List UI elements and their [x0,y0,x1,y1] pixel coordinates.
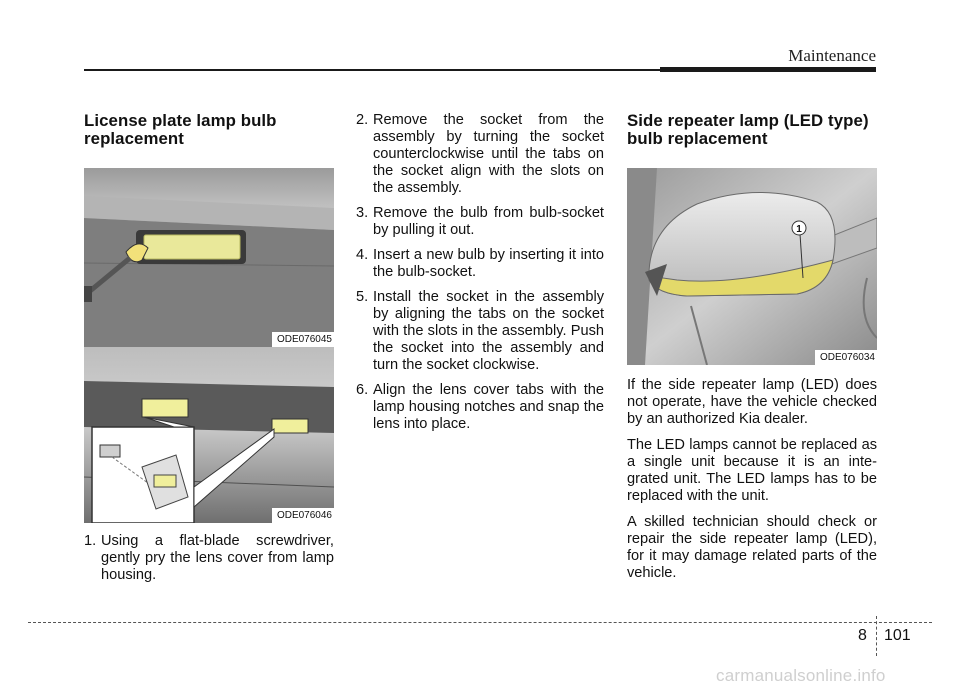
step-number: 4. [356,247,369,263]
license-plate-figure-1 [84,168,334,347]
step-number: 3. [356,205,369,221]
page-number: 101 [884,627,911,644]
license-plate-figure-2 [84,347,334,523]
step-text: Install the socket in the assembly by aligning the tabs on the socket with the slots in the assembly. Push the socket into the assembly and turn the socket clockwise. [373,289,604,373]
step-text: Insert a new bulb by inserting it into the bulb-socket. [373,247,604,280]
paragraph: The LED lamps cannot be replaced as a single unit because it is an inte-grated unit. The LED lamps has to be replaced with the unit. [627,437,877,504]
license-plate-steps-continued [356,112,604,433]
paragraph: A skilled technician should check or repair the side repeater lamp (LED), for it may damage related parts of the vehicle. [627,514,877,581]
step-item [84,533,334,584]
step-number: 1. [84,533,97,549]
chapter-number: 8 [858,627,867,644]
step-number: 6. [356,382,369,398]
step-item [356,382,604,433]
header-rule-accent [660,67,876,72]
step-text: Remove the socket from the assembly by turning the socket counterclockwise until the tabs on the socket align with the slots on the assembly. [373,112,604,196]
paragraph: If the side repeater lamp (LED) does not operate, have the vehicle checked by an authorized Kia dealer. [627,377,877,427]
footer-rule [28,622,932,623]
footer-divider [876,616,877,656]
figure-code: ODE076045 [272,332,334,347]
license-plate-socket-illustration [84,347,334,523]
license-plate-heading: License plate lamp bulb replacement [84,111,277,148]
side-repeater-text [627,377,877,582]
figure-code: ODE076046 [272,508,334,523]
step-text: Using a flat-blade screwdriver, gently pry the lens cover from lamp housing. [101,533,334,583]
watermark: carmanualsonline.info [716,666,886,685]
step-item [356,247,604,281]
step-item [356,112,604,197]
callout-number: 1 [796,224,802,235]
step-number: 5. [356,289,369,305]
license-plate-steps-start [84,533,334,584]
figure-code: ODE076034 [815,350,877,365]
section-title: Maintenance [788,46,876,65]
side-repeater-heading: Side repeater lamp (LED type) bulb replacement [627,111,869,148]
step-number: 2. [356,112,369,128]
step-text: Remove the bulb from bulb-socket by pulling it out. [373,205,604,238]
step-text: Align the lens cover tabs with the lamp housing notches and snap the lens into place. [373,382,604,432]
step-item [356,289,604,374]
step-item [356,205,604,239]
side-mirror-illustration [627,168,877,365]
column-license-plate [84,112,334,592]
license-plate-lamp-illustration [84,168,334,347]
column-side-repeater [627,112,877,591]
column-steps [356,112,604,441]
side-repeater-figure [627,168,877,365]
